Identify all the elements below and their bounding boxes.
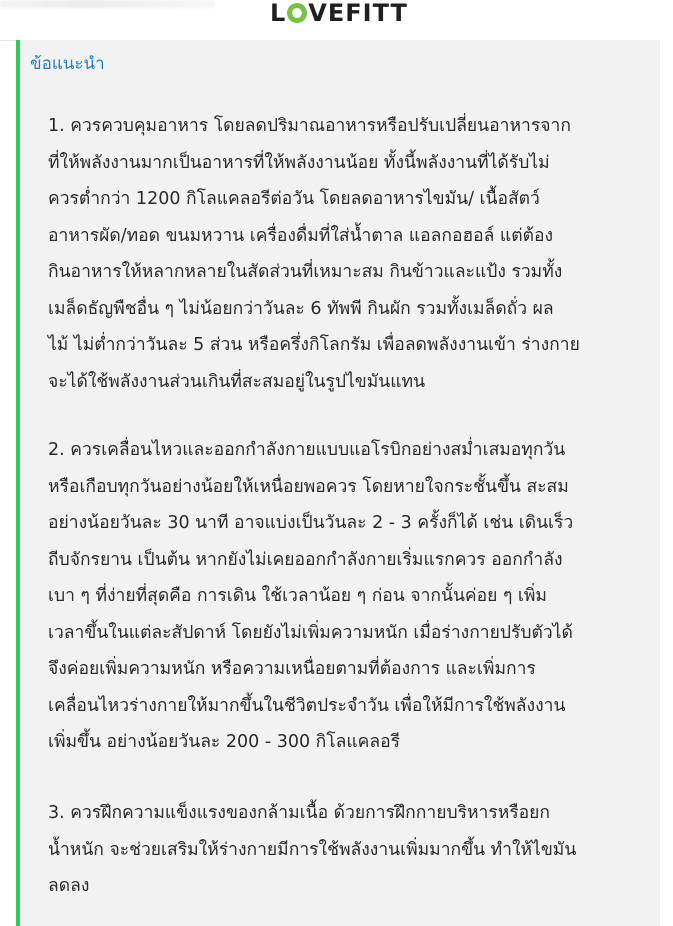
site-header	[0, 0, 673, 41]
advice-paragraph-3	[48, 795, 648, 905]
paragraph-line: เพิ่มขึ้น อย่างน้อยวันละ 200 - 300 กิโลแคลอรี	[48, 732, 401, 752]
blurred-header-text	[0, 0, 215, 8]
site-logo[interactable]	[270, 0, 408, 26]
paragraph-line: ควรต่ำกว่า 1200 กิโลแคลอรีต่อวัน โดยลดอาหารไขมัน/ เนื้อสัตว์	[48, 189, 540, 209]
paragraph-line: 3. ควรฝึกความแข็งแรงของกล้ามเนื้อ ด้วยการฝึกกายบริหารหรือยก	[48, 803, 551, 823]
advice-paragraph-1	[48, 108, 648, 400]
paragraph-line: เคลื่อนไหวร่างกายให้มากขึ้นในชีวิตประจำวัน เพื่อให้มีการใช้พลังงาน	[48, 695, 566, 716]
paragraph-line: 1. ควรควบคุมอาหาร โดยลดปริมาณอาหารหรือปรับเปลี่ยนอาหารจาก	[48, 116, 571, 136]
paragraph-line: จึงค่อยเพิ่มความหนัก หรือความเหนื่อยตามที่ต้องการ และเพิ่มการ	[48, 659, 536, 679]
page-right-margin	[660, 40, 673, 926]
paragraph-line: อย่างน้อยวันละ 30 นาที อาจแบ่งเป็นวันละ 2 - 3 ครั้งก็ได้ เช่น เดินเร็ว	[48, 513, 574, 533]
paragraph-line: อาหารผัด/ทอด ขนมหวาน เครื่องดื่มที่ใส่น้ำตาล แอลกอฮอล์ แต่ต้อง	[48, 225, 553, 246]
paragraph-line: น้ำหนัก จะช่วยเสริมให้ร่างกายมีการใช้พลังงานเพิ่มมากขึ้น ทำให้ไขมัน	[48, 839, 577, 860]
paragraph-line: หรือเกือบทุกวันอย่างน้อยให้เหนื่อยพอควร โดยหายใจกระชั้นขึ้น สะสม	[48, 476, 569, 497]
paragraph-line: 2. ควรเคลื่อนไหวและออกกำลังกายแบบแอโรบิกอย่างสม่ำเสมอทุกวัน	[48, 440, 566, 460]
paragraph-line: เวลาขึ้นในแต่ละสัปดาห์ โดยยังไม่เพิ่มความหนัก เมื่อร่างกายปรับตัวได้	[48, 622, 573, 643]
ring-o-icon	[287, 3, 307, 23]
paragraph-line: กินอาหารให้หลากหลายในสัดส่วนที่เหมาะสม กินข้าวและแป้ง รวมทั้ง	[48, 262, 563, 282]
logo-text: VEFITT	[308, 0, 408, 27]
logo-letter-l: L	[270, 0, 287, 27]
advice-paragraph-2	[48, 432, 648, 761]
advice-heading: ข้อแนะนำ	[30, 54, 105, 74]
paragraph-line: เมล็ดธัญพืชอื่น ๆ ไม่น้อยกว่าวันละ 6 ทัพพี กินผัก รวมทั้งเมล็ดถั่ว ผล	[48, 298, 554, 319]
paragraph-line: ลดลง	[48, 876, 90, 896]
paragraph-line: จะได้ใช้พลังงานส่วนเกินที่สะสมอยู่ในรูปไขมันแทน	[48, 371, 426, 392]
paragraph-line: เบา ๆ ที่ง่ายที่สุดคือ การเดิน ใช้เวลาน้อย ๆ ก่อน จากนั้นค่อย ๆ เพิ่ม	[48, 586, 547, 606]
paragraph-line: ถีบจักรยาน เป็นต้น หากยังไม่เคยออกกำลังกายเริ่มแรกควร ออกกำลัง	[48, 549, 563, 570]
paragraph-line: ไม้ ไม่ต่ำกว่าวันละ 5 ส่วน หรือครึ่งกิโลกรัม เพื่อลดพลังงานเข้า ร่างกาย	[48, 335, 580, 355]
paragraph-line: ที่ให้พลังงานมากเป็นอาหารที่ให้พลังงานน้อย ทั้งนี้พลังงานที่ได้รับไม่	[48, 152, 550, 173]
